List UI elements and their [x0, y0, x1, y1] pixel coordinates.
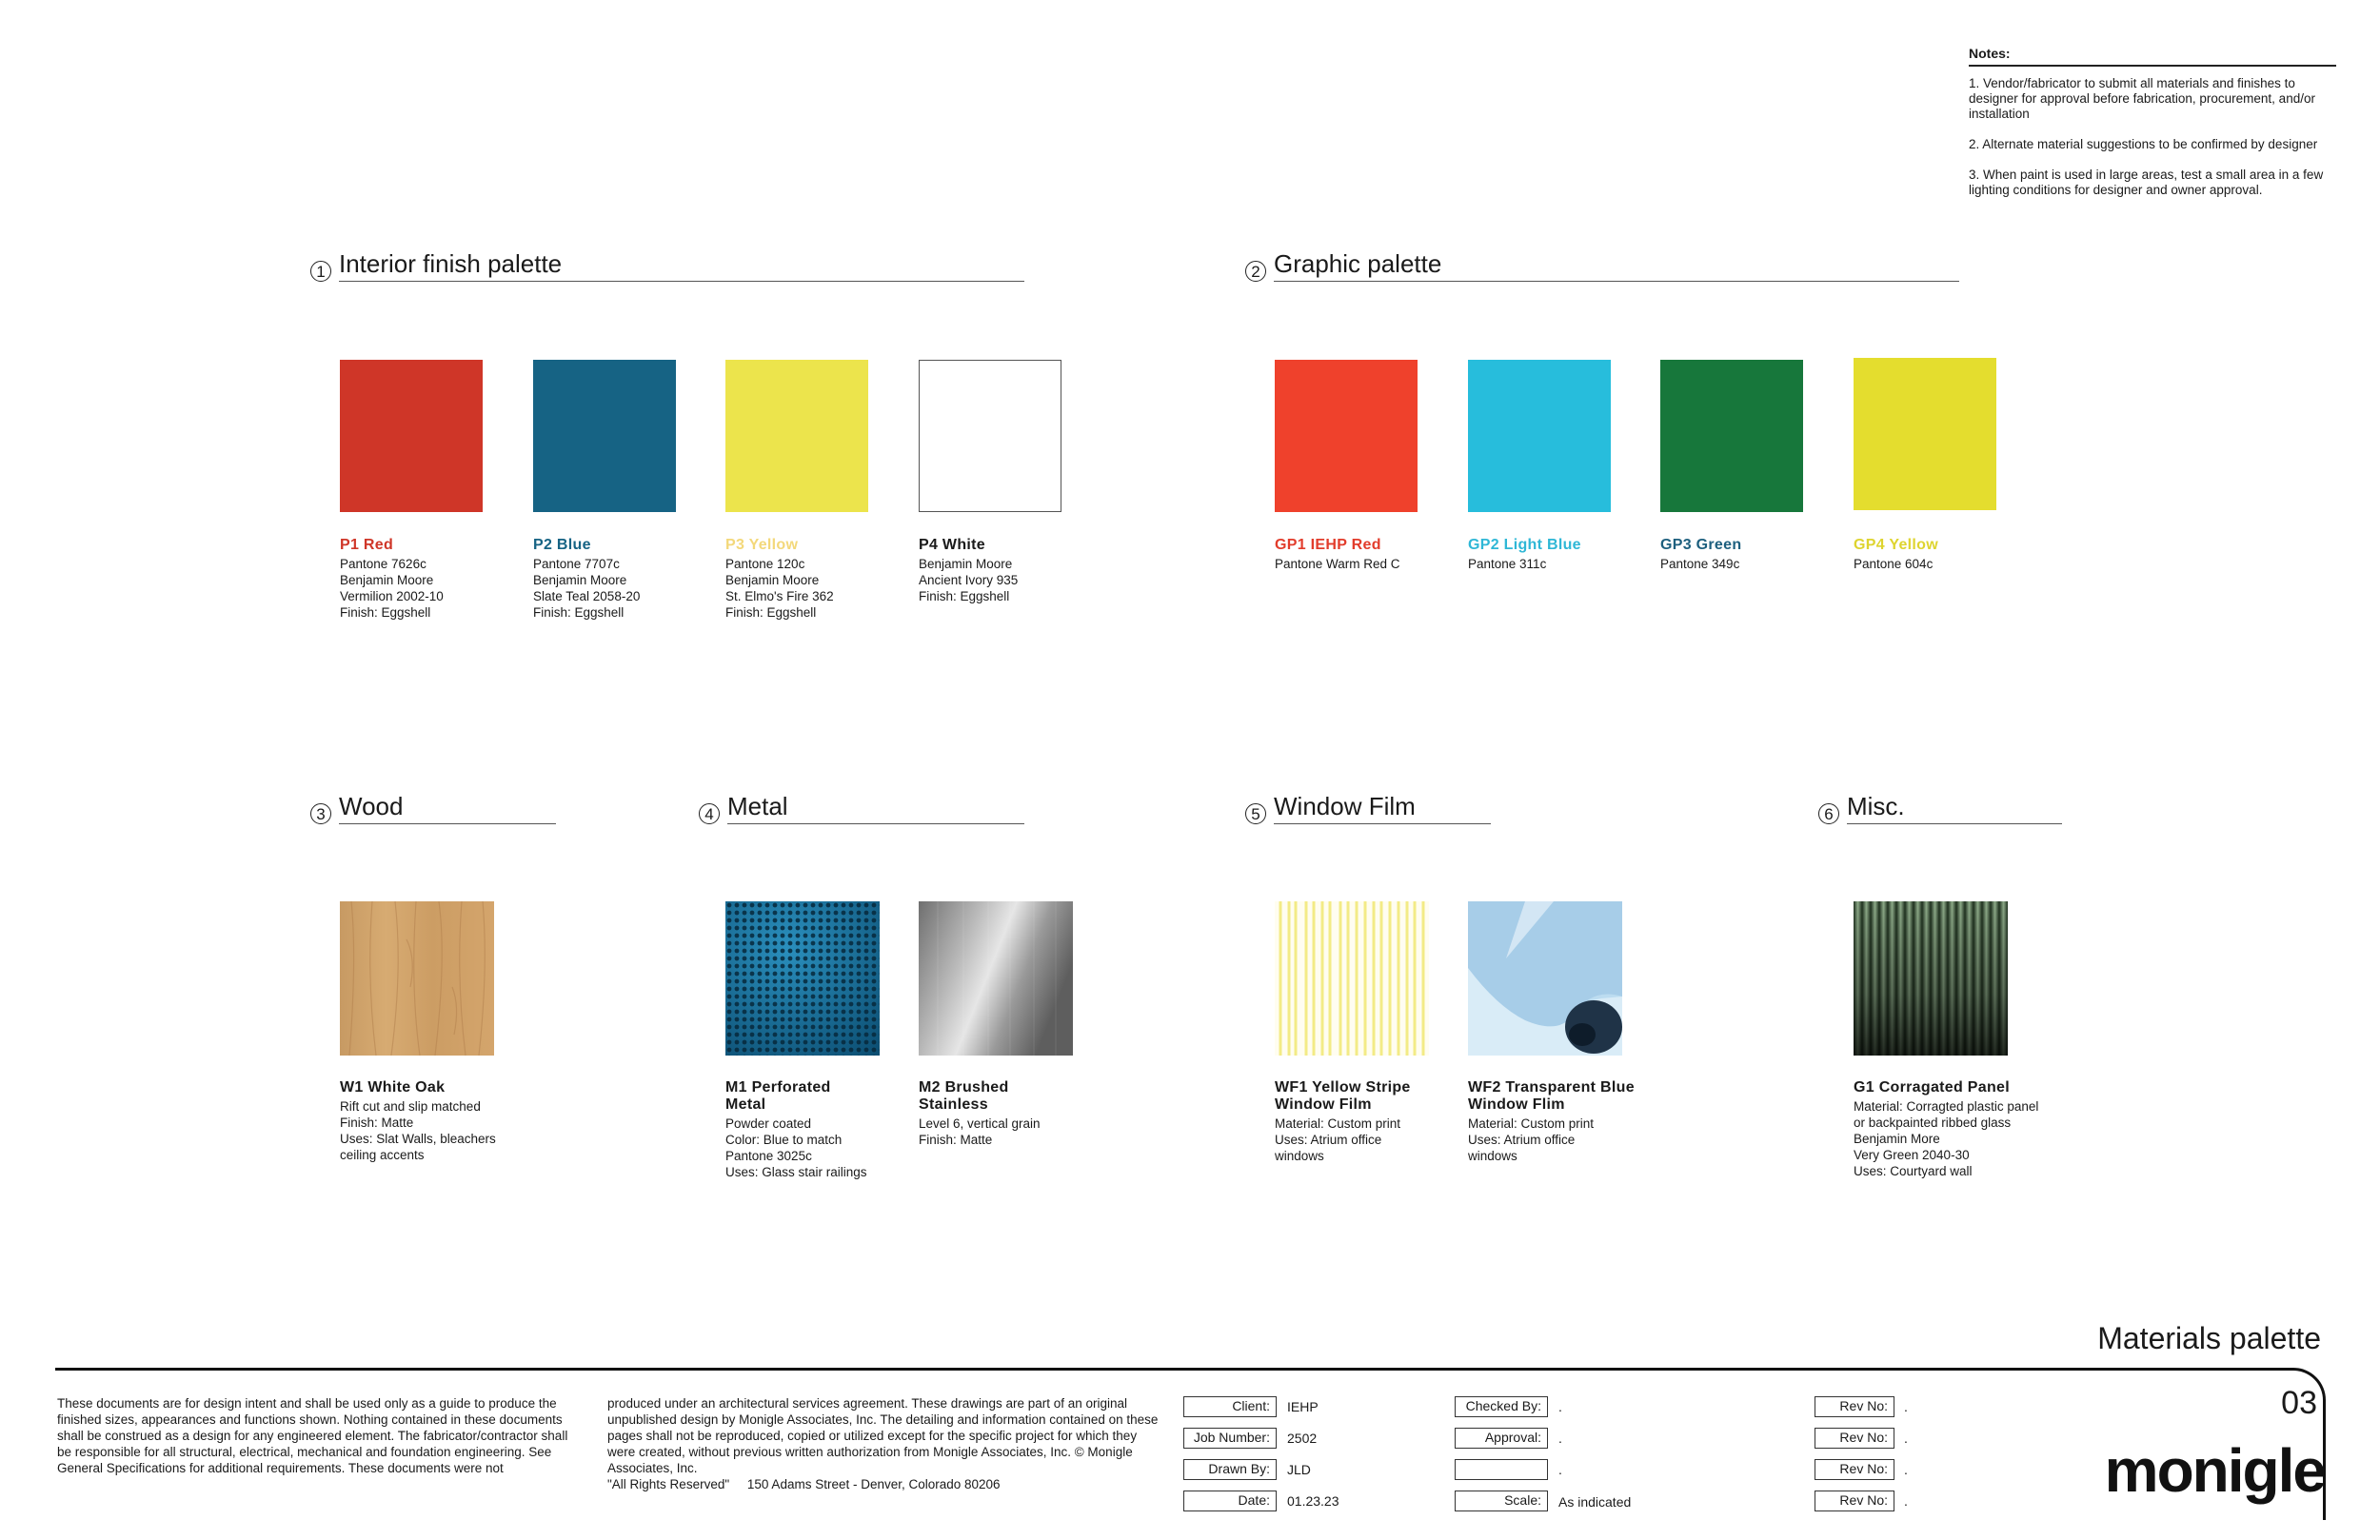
finish-name: GP1 IEHP Red	[1275, 537, 1381, 553]
swatch-gp1-red	[1275, 360, 1418, 512]
white-oak-texture	[340, 901, 494, 1056]
spec-line: windows	[1275, 1149, 1324, 1163]
client-value: IEHP	[1287, 1399, 1319, 1414]
spec-line: Level 6, vertical grain	[919, 1116, 1041, 1131]
job-number-value: 2502	[1287, 1431, 1318, 1446]
finish-name: P3 Yellow	[725, 537, 799, 553]
spec-line: Pantone 3025c	[725, 1149, 812, 1163]
section-number: 1	[310, 261, 331, 282]
label-p2-blue	[533, 537, 724, 621]
spec-line: Pantone 7707c	[533, 557, 620, 571]
section-rule	[727, 823, 1024, 824]
spec-line: Uses: Glass stair railings	[725, 1165, 867, 1179]
disclaimer-left: These documents are for design intent and shall be used only as a guide to produce the finished sizes, appearances and functions shown. Nothing contained in these documents shall be construed as a design for any engineered element. The fabricator/contractor shall be responsible for all structural, electrical, mechanical and foundation engineering. See General Specifications for additional requirements. These documents were not	[57, 1396, 568, 1475]
scale-value: As indicated	[1558, 1494, 1632, 1510]
page-title: Materials palette	[2097, 1321, 2321, 1355]
swatch-gp2-light-blue	[1468, 360, 1611, 512]
section-title: Metal	[727, 792, 788, 820]
spec-line: Slate Teal 2058-20	[533, 589, 641, 603]
section-rule	[1847, 823, 2062, 824]
notes-panel	[1969, 46, 2336, 213]
section-rule	[339, 823, 556, 824]
spec-line: Uses: Atrium office	[1275, 1133, 1382, 1147]
scale-label: Scale:	[1455, 1491, 1548, 1511]
swatch-p3-yellow	[725, 360, 868, 512]
label-w1-white-oak	[340, 1079, 530, 1163]
note-item: 3. When paint is used in large areas, test a small area in a few lighting conditions for designer and owner approval.	[1969, 168, 2324, 197]
section-wood	[310, 792, 556, 830]
spec-line: Finish: Matte	[919, 1133, 993, 1147]
spec-line: St. Elmo's Fire 362	[725, 589, 834, 603]
spec-line: Uses: Slat Walls, bleachers	[340, 1132, 496, 1146]
disclaimer-right	[607, 1395, 1160, 1492]
section-title: Window Film	[1274, 792, 1416, 820]
corrugated-panel-texture	[1854, 901, 2008, 1056]
perforated-metal-texture	[725, 901, 880, 1056]
notes-title: Notes:	[1969, 46, 2336, 67]
spec-line: Finish: Eggshell	[340, 605, 431, 620]
section-number: 2	[1245, 261, 1266, 282]
spec-line: Pantone 120c	[725, 557, 805, 571]
finish-name: GP3 Green	[1660, 537, 1742, 553]
approval-label: Approval:	[1455, 1428, 1548, 1449]
note-item: 1. Vendor/fabricator to submit all materials and finishes to designer for approval before fabrication, procurement, and/or installation	[1969, 76, 2315, 121]
spec-line: Pantone 604c	[1854, 557, 1934, 571]
rev-no-label: Rev No:	[1815, 1459, 1894, 1480]
approval-value: .	[1558, 1431, 1562, 1446]
section-title: Wood	[339, 792, 404, 820]
date-label: Date:	[1183, 1491, 1277, 1511]
checked-by-value: .	[1558, 1399, 1562, 1414]
section-number: 4	[699, 803, 720, 824]
section-title: Interior finish palette	[339, 249, 563, 278]
spec-line: Material: Custom print	[1468, 1116, 1595, 1131]
section-number: 3	[310, 803, 331, 824]
label-gp2-light-blue	[1468, 537, 1658, 572]
section-title: Misc.	[1847, 792, 1905, 820]
rev-no-label: Rev No:	[1815, 1491, 1894, 1511]
finish-name: P1 Red	[340, 537, 394, 553]
job-number-label: Job Number:	[1183, 1428, 1277, 1449]
material-name: W1 White Oak	[340, 1079, 446, 1096]
label-gp4-yellow	[1854, 537, 2044, 572]
section-rule	[1274, 823, 1491, 824]
spec-line: Uses: Atrium office	[1468, 1133, 1576, 1147]
finish-name: GP2 Light Blue	[1468, 537, 1581, 553]
spec-line: or backpainted ribbed glass	[1854, 1116, 2012, 1130]
material-name: M1 Perforated Metal	[725, 1079, 831, 1113]
rev-no-label: Rev No:	[1815, 1396, 1894, 1417]
spec-line: Pantone 349c	[1660, 557, 1740, 571]
drawn-by-value: JLD	[1287, 1462, 1311, 1477]
section-misc	[1818, 792, 2062, 830]
spec-line: Benjamin Moore	[725, 573, 820, 587]
spec-line: Benjamin Moore	[919, 557, 1013, 571]
spec-line: Finish: Eggshell	[725, 605, 817, 620]
spec-line: Color: Blue to match	[725, 1133, 843, 1147]
rev-no-value: .	[1904, 1462, 1908, 1477]
spec-line: Powder coated	[725, 1116, 812, 1131]
spec-line: ceiling accents	[340, 1148, 425, 1162]
spec-line: Material: Corragted plastic panel	[1854, 1099, 2039, 1114]
brushed-stainless-texture	[919, 901, 1073, 1056]
blank-value: .	[1558, 1462, 1562, 1477]
monigle-logo: monigle	[2104, 1436, 2325, 1505]
material-name: M2 Brushed Stainless	[919, 1079, 1009, 1113]
drawn-by-label: Drawn By:	[1183, 1459, 1277, 1480]
section-title: Graphic palette	[1274, 249, 1442, 278]
label-wf1-yellow-stripe	[1275, 1079, 1456, 1164]
label-g1-corrugated-panel	[1854, 1079, 2082, 1179]
blank-label	[1455, 1459, 1548, 1480]
rev-no-value: .	[1904, 1431, 1908, 1446]
label-p1-red	[340, 537, 530, 621]
rev-no-label: Rev No:	[1815, 1428, 1894, 1449]
label-p3-yellow	[725, 537, 916, 621]
spec-line: Uses: Courtyard wall	[1854, 1164, 1973, 1178]
spec-line: Benjamin Moore	[533, 573, 627, 587]
label-gp3-green	[1660, 537, 1851, 572]
section-interior-finish	[310, 249, 1024, 287]
page-number: 03	[2281, 1385, 2317, 1421]
label-wf2-blue-film	[1468, 1079, 1649, 1164]
spec-line: Benjamin More	[1854, 1132, 1940, 1146]
section-number: 5	[1245, 803, 1266, 824]
swatch-p4-white	[919, 360, 1061, 512]
disclaimer-text: produced under an architectural services agreement. These drawings are part of an original unpublished design by Monigle Associates, Inc. The detailing and information contained on these pages shall not be reproduced, copied or utilized except for the specific project for which they were created, without previous written authorization from Monigle Associates, Inc. © Monigle Associates, Inc.	[607, 1396, 1159, 1475]
swatch-p2-blue	[533, 360, 676, 512]
checked-by-label: Checked By:	[1455, 1396, 1548, 1417]
client-label: Client:	[1183, 1396, 1277, 1417]
spec-line: Pantone 7626c	[340, 557, 426, 571]
section-graphic-palette	[1245, 249, 1959, 287]
spec-line: Very Green 2040-30	[1854, 1148, 1970, 1162]
date-value: 01.23.23	[1287, 1493, 1339, 1509]
finish-name: P2 Blue	[533, 537, 591, 553]
finish-name: GP4 Yellow	[1854, 537, 1938, 553]
material-name: WF2 Transparent Blue Window Flim	[1468, 1079, 1635, 1113]
rights-text: "All Rights Reserved"	[607, 1477, 730, 1491]
label-p4-white	[919, 537, 1109, 604]
section-window-film	[1245, 792, 1491, 830]
section-metal	[699, 792, 1024, 830]
yellow-stripe-film-texture	[1275, 901, 1429, 1056]
material-name: G1 Corragated Panel	[1854, 1079, 2010, 1096]
swatch-gp3-green	[1660, 360, 1803, 512]
spec-line: Material: Custom print	[1275, 1116, 1401, 1131]
spec-line: Vermilion 2002-10	[340, 589, 444, 603]
rev-no-value: .	[1904, 1493, 1908, 1509]
swatch-p1-red	[340, 360, 483, 512]
spec-line: Pantone 311c	[1468, 557, 1547, 571]
swatch-gp4-yellow	[1854, 358, 1996, 510]
section-number: 6	[1818, 803, 1839, 824]
note-item: 2. Alternate material suggestions to be confirmed by designer	[1969, 137, 2318, 151]
material-name: WF1 Yellow Stripe Window Film	[1275, 1079, 1411, 1113]
spec-line: Benjamin Moore	[340, 573, 434, 587]
label-m1-perforated-metal	[725, 1079, 906, 1180]
spec-line: Finish: Matte	[340, 1116, 414, 1130]
spec-line: Pantone Warm Red C	[1275, 557, 1400, 571]
section-rule	[339, 281, 1024, 282]
spec-line: Finish: Eggshell	[533, 605, 625, 620]
spec-line: Finish: Eggshell	[919, 589, 1010, 603]
spec-line: windows	[1468, 1149, 1517, 1163]
address-text: 150 Adams Street - Denver, Colorado 80206	[746, 1477, 1001, 1491]
label-m2-brushed-stainless	[919, 1079, 1100, 1148]
spec-line: Ancient Ivory 935	[919, 573, 1019, 587]
label-gp1-red	[1275, 537, 1465, 572]
rev-no-value: .	[1904, 1399, 1908, 1414]
blue-window-film-texture	[1468, 901, 1622, 1056]
section-rule	[1274, 281, 1959, 282]
finish-name: P4 White	[919, 537, 985, 553]
spec-line: Rift cut and slip matched	[340, 1099, 481, 1114]
